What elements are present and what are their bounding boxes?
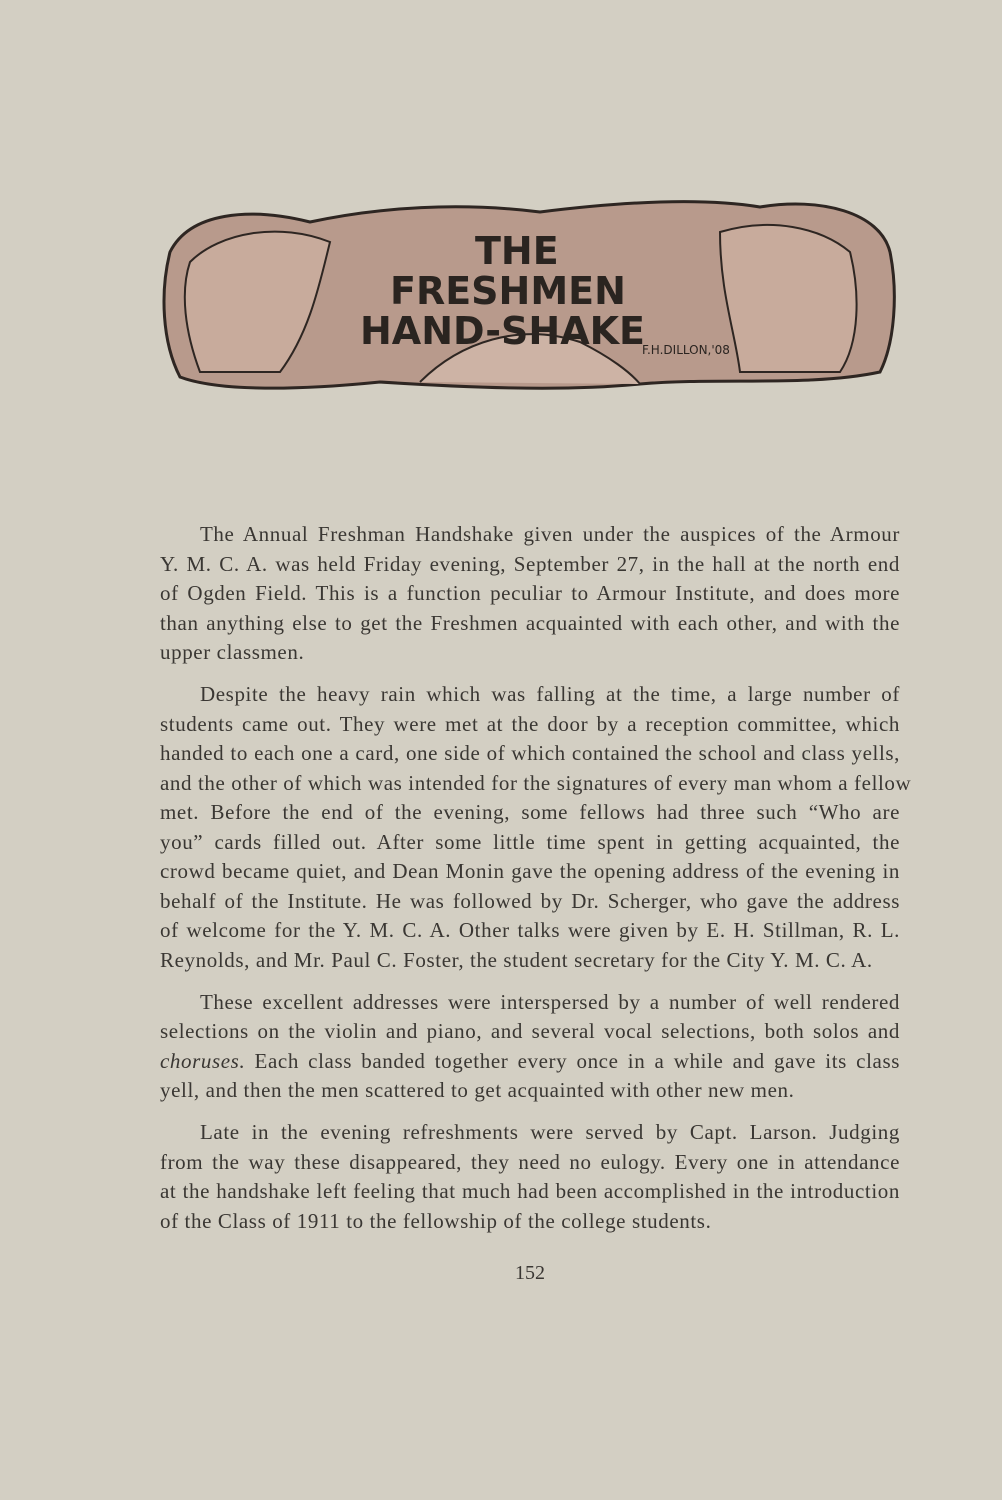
article-body	[160, 520, 912, 1249]
text-line: you” cards filled out. After some little time spent in getting acquainted, the	[160, 829, 900, 854]
banner-title-handshake: HAND-SHAKE	[360, 309, 646, 353]
text-line: crowd became quiet, and Dean Monin gave the opening address of the evening in	[160, 859, 900, 883]
text-line: of welcome for the Y. M. C. A. Other talks were given by E. H. Stillman, R. L.	[160, 918, 900, 942]
page-number: 152	[515, 1262, 545, 1284]
text-line: from the way these disappeared, they need no eulogy. Every one in attendance	[160, 1149, 900, 1174]
banner-signature: F.H.DILLON,'08	[642, 343, 730, 357]
text-line: These excellent addresses were interspersed by a number of well rendered	[200, 989, 900, 1014]
text-line: selections on the violin and piano, and several vocal selections, both solos and	[160, 1019, 900, 1043]
paragraph	[160, 520, 900, 668]
text-line: of the Class of 1911 to the fellowship of the college students.	[160, 1208, 712, 1233]
text-line: of Ogden Field. This is a function peculiar to Armour Institute, and does more	[160, 581, 900, 605]
paragraph	[160, 988, 900, 1106]
text-line: Y. M. C. A. was held Friday evening, September 27, in the hall at the north end	[160, 551, 900, 576]
text-line: upper classmen.	[160, 640, 305, 664]
text-line: met. Before the end of the evening, some fellows had three such “Who are	[160, 800, 900, 824]
paragraph	[160, 1118, 900, 1236]
text-line: students came out. They were met at the door by a reception committee, which	[160, 711, 900, 736]
banner-title-the: THE	[475, 229, 559, 273]
italic-word: choruses.	[160, 1048, 246, 1073]
text-line: Despite the heavy rain which was falling at the time, a large number of	[200, 682, 900, 706]
text-line: handed to each one a card, one side of which contained the school and class yells,	[160, 741, 900, 765]
text-line: Late in the evening refreshments were served by Capt. Larson. Judging	[200, 1120, 900, 1144]
text-line: behalf of the Institute. He was followed by Dr. Scherger, who gave the address	[160, 888, 900, 913]
paragraph	[160, 680, 912, 975]
text-line: and the other of which was intended for the signatures of every man whom a fellow	[160, 770, 912, 795]
text-line: Reynolds, and Mr. Paul C. Foster, the student secretary for the City Y. M. C. A.	[160, 947, 873, 972]
text-line	[160, 1047, 900, 1077]
banner-title-freshmen: FRESHMEN	[390, 269, 626, 313]
freshmen-handshake-banner-illustration	[160, 192, 900, 398]
text-line: at the handshake left feeling that much had been accomplished in the introduction	[160, 1179, 900, 1203]
text-line: than anything else to get the Freshmen acquainted with each other, and with the	[160, 610, 900, 635]
text-line: yell, and then the men scattered to get acquainted with other new men.	[160, 1078, 795, 1102]
banner-art	[160, 192, 900, 398]
text-line: The Annual Freshman Handshake given under the auspices of the Armour	[200, 522, 900, 546]
text-line-rest: Each class banded together every once in a while and gave its class	[245, 1048, 900, 1073]
